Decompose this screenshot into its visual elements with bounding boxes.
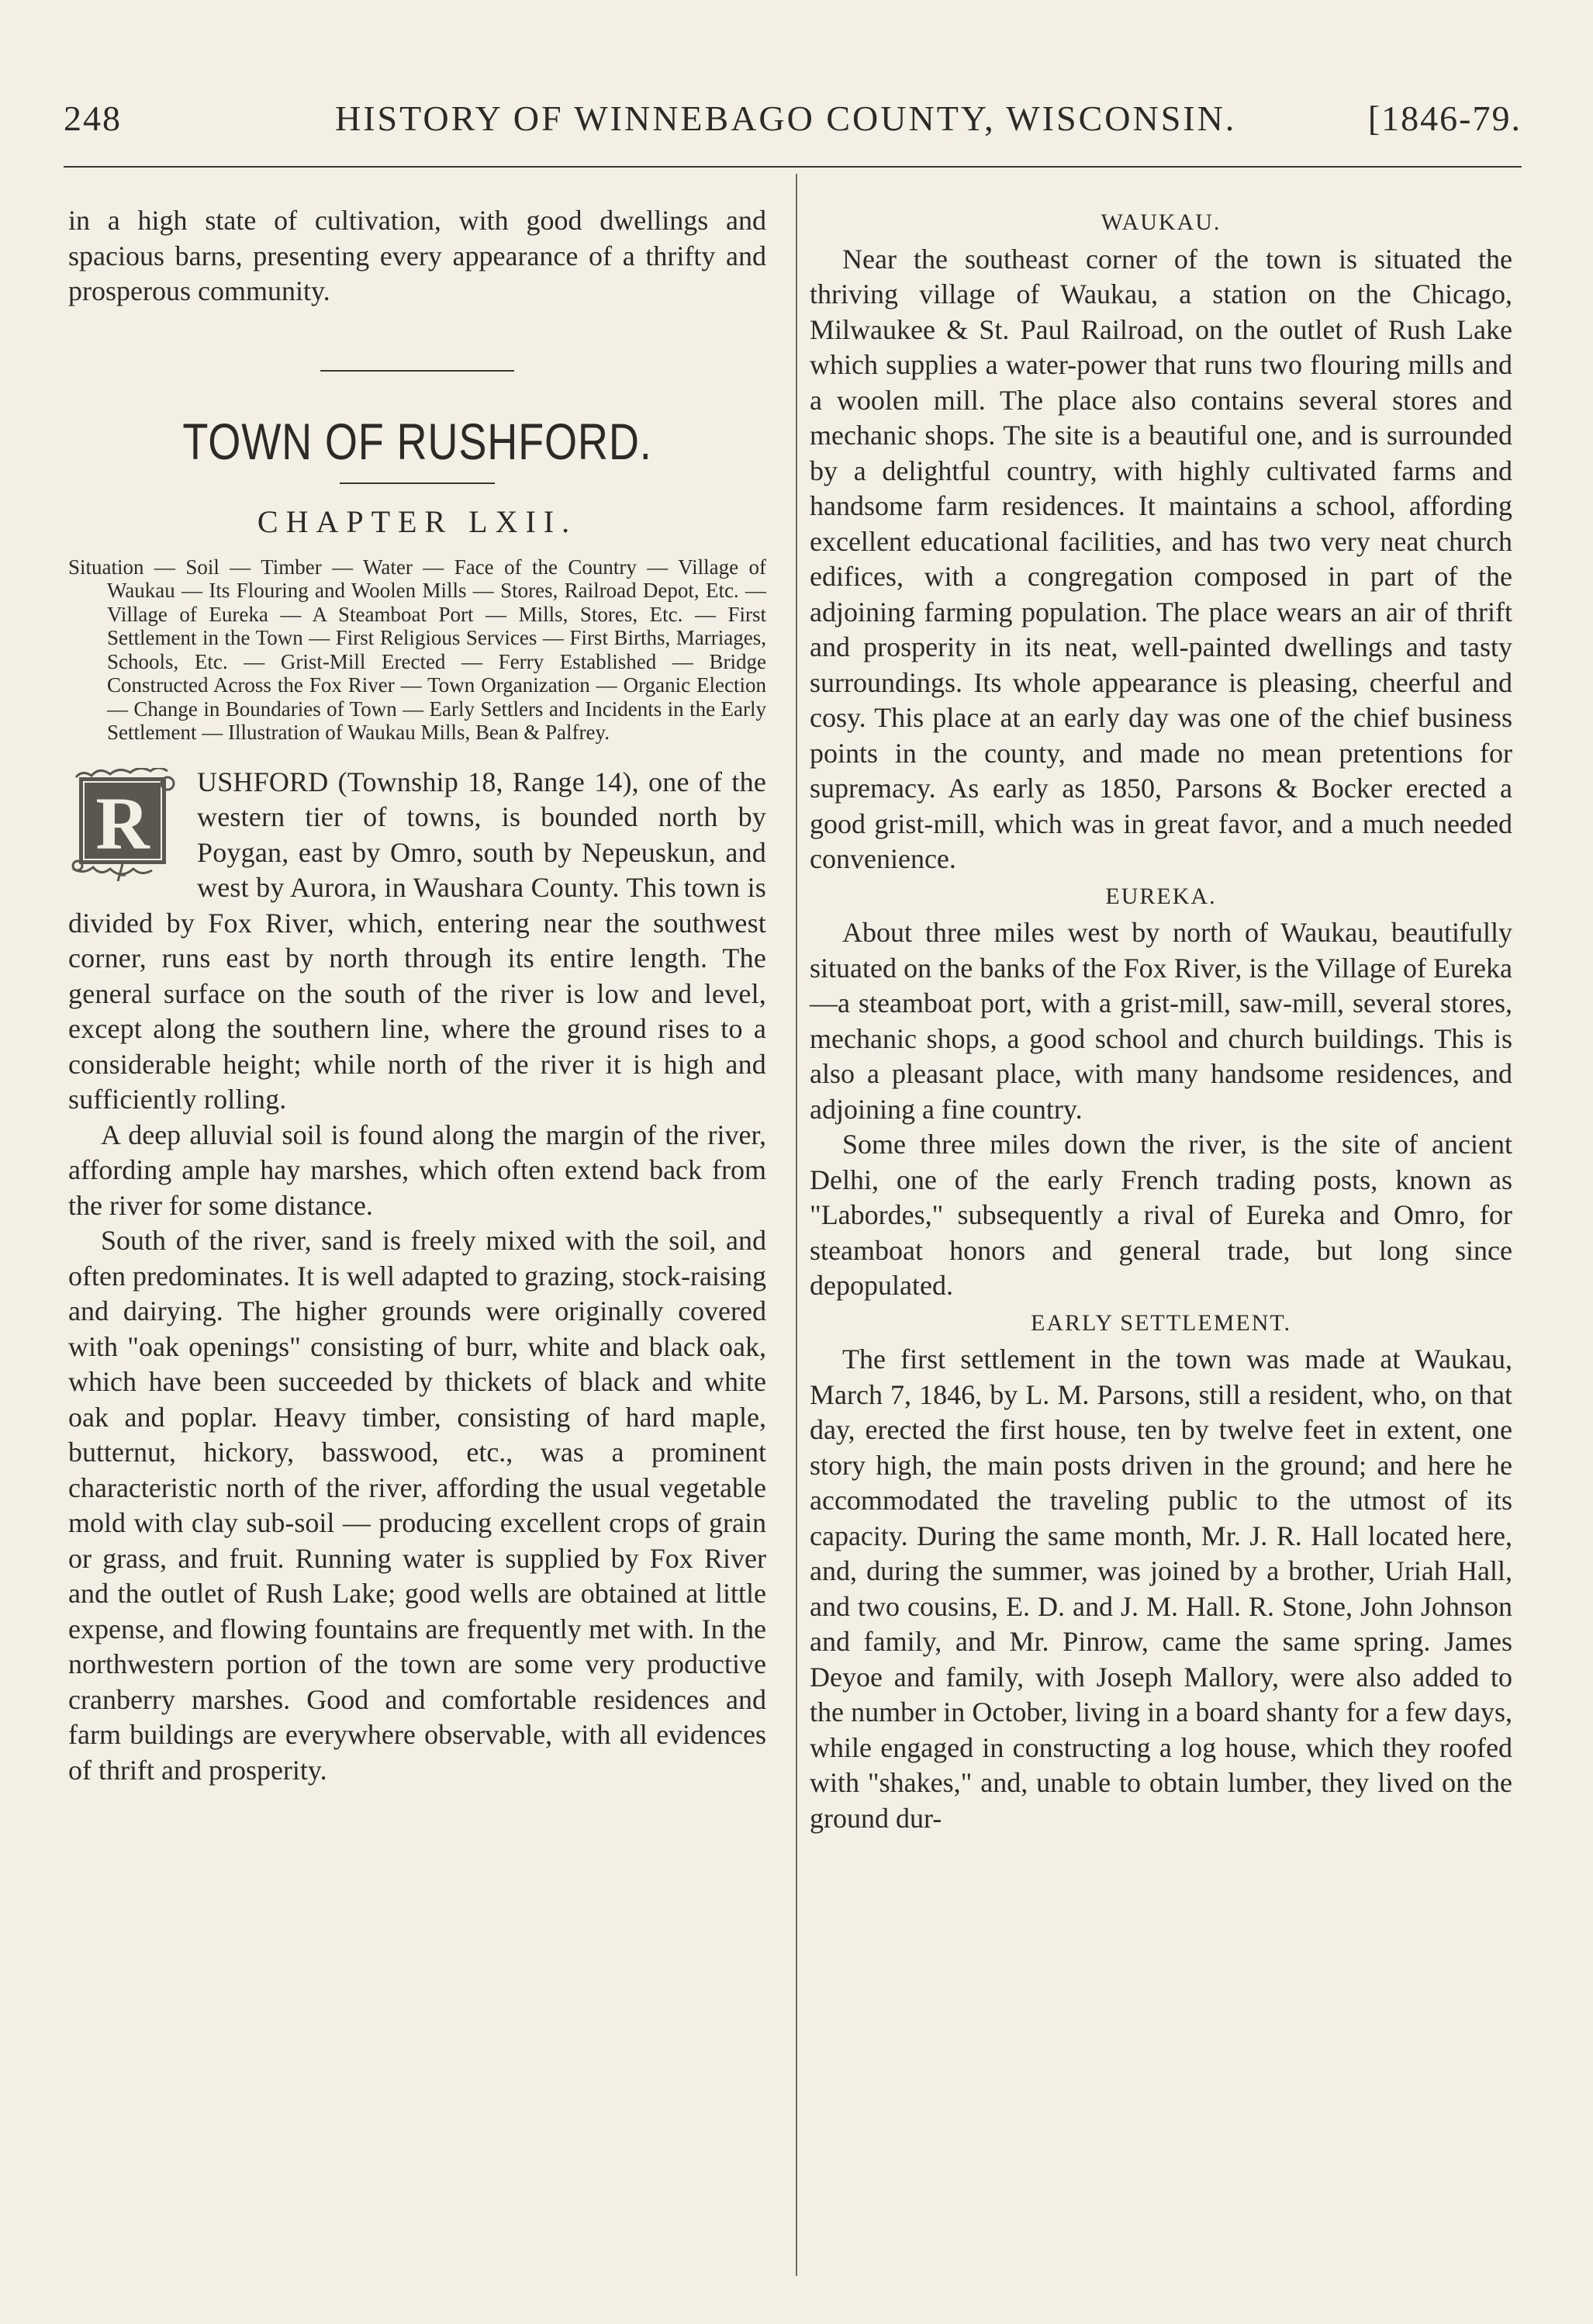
header-rule (64, 166, 1522, 168)
ornamental-dropcap-icon (68, 768, 185, 884)
paragraph-3: South of the river, sand is freely mixed with the soil, and often predominates. It is well adapted to grazing, stock-raising and dairying. The higher grounds were originally covered with "oak openings" consisting of burr, white and black oak, which have been succeeded by thickets of black and white oak and poplar. Heavy timber, consisting of hard maple, butternut, hickory, basswood, etc., was a prominent characteristic north of the river, affording the usual vegetable mold with clay sub-soil — producing excellent crops of grain or grass, and fruit. Running water is supplied by Fox River and the outlet of Rush Lake; good wells are obtained at little expense, and flowing fountains are frequently met with. In the northwestern portion of the town are some very productive cranberry marshes. Good and comfortable residences and farm buildings are everywhere observable, with all evidences of thrift and prosperity. (68, 1225, 766, 1786)
eureka-paragraph-1: About three miles west by north of Waukau, beautifully situated on the banks of the Fox River, is the Village of Eureka—a steamboat port, with a grist-mill, saw-mill, several stores, mechanic shops, a good school and church buildings. This is also a pleasant place, with many handsome residences, and adjoining a fine country. (810, 917, 1512, 1125)
subheading-waukau: WAUKAU. (1101, 209, 1222, 235)
year-range: [1846-79. (1367, 99, 1522, 138)
right-column (810, 203, 1512, 1836)
intro-paragraph: in a high state of cultivation, with good dwellings and spacious barns, presenting every appearance of a thrifty and prosperous community. (68, 205, 766, 306)
left-column (68, 203, 766, 1788)
subheading-eureka: EUREKA. (1105, 883, 1217, 909)
town-title: TOWN OF RUSHFORD. (182, 412, 652, 470)
running-title: HISTORY OF WINNEBAGO COUNTY, WISCONSIN. (335, 99, 1237, 138)
dropcap-letter: R (95, 781, 150, 865)
page-header (64, 92, 1522, 146)
paragraph-1: USHFORD (Township 18, Range 14), one of the western tier of towns, is bounded north by Poygan, east by Omro, south by Nepeuskun, and west by Aurora, in Waushara County. This town is divided by Fox River, which, entering near the southwest corner, runs east by north through its entire length. The general surface on the south of the river is low and level, except along the southern line, where the ground rises to a considerable height; while north of the river it is high and sufficiently rolling. (68, 766, 766, 1115)
page-number: 248 (64, 99, 122, 138)
chapter-synopsis: Situation — Soil — Timber — Water — Face of the Country — Village of Waukau — Its Flouring and Woolen Mills — Stores, Railroad Depot, Etc. — Village of Eureka — A Steamboat Port — Mills, Stores, Etc. — First Settlement in the Town — First Religious Services — First Births, Marriages, Schools, Etc. — Grist-Mill Erected — Ferry Established — Bridge Constructed Across the Fox River — Town Organization — Organic Election — Change in Boundaries of Town — Early Settlers and Incidents in the Early Settlement — Illustration of Waukau Mills, Bean & Palfrey. (68, 555, 766, 744)
eureka-paragraph-2: Some three miles down the river, is the site of ancient Delhi, one of the early French trading posts, known as "Labordes," subsequently a rival of Eureka and Omro, for steamboat honors and general trade, but long since depopulated. (810, 1129, 1512, 1301)
section-rule (320, 370, 514, 372)
early-settlement-paragraph: The first settlement in the town was made at Waukau, March 7, 1846, by L. M. Parsons, still a resident, who, on that day, erected the first house, ten by twelve feet in extent, one story high, the main posts driven in the ground; and here he accommodated the traveling public to the utmost of its capacity. During the same month, Mr. J. R. Hall located here, and, during the summer, was joined by a brother, Uriah Hall, and two cousins, E. D. and J. M. Hall. R. Stone, John Johnson and family, and Mr. Pinrow, came the same spring. James Deyoe and family, with Joseph Mallory, were also added to the number in October, living in a board shanty for a few days, while engaged in constructing a log house, which they roofed with "shakes," and, unable to obtain lumber, they lived on the ground dur- (810, 1344, 1512, 1834)
column-divider (796, 174, 797, 2276)
opening-paragraph (68, 765, 766, 1118)
chapter-heading: CHAPTER LXII. (257, 504, 578, 539)
subheading-early-settlement: EARLY SETTLEMENT. (1031, 1309, 1291, 1336)
title-rule (340, 482, 495, 484)
waukau-paragraph: Near the southeast corner of the town is situated the thriving village of Waukau, a station on the Chicago, Milwaukee & St. Paul Railroad, on the outlet of Rush Lake which supplies a water-power that runs two flouring mills and a woolen mill. The place also contains several stores and mechanic shops. The site is a beautiful one, and is surrounded by a delightful country, with highly cultivated farms and handsome farm residences. It maintains a school, affording excellent educational facilities, and has two very neat church edifices, with a congregation composed in part of the adjoining farming population. The place wears an air of thrift and prosperity in its neat, well-painted dwellings and tasty surroundings. Its whole appearance is pleasing, cheerful and cosy. This place at an early day was one of the chief business points in the county, and made no mean pretentions for supremacy. As early as 1850, Parsons & Bocker erected a good grist-mill, which was in great favor, and a much needed convenience. (810, 243, 1512, 874)
paragraph-2: A deep alluvial soil is found along the margin of the river, affording ample hay marshes, which often extend back from the river for some distance. (68, 1119, 766, 1221)
